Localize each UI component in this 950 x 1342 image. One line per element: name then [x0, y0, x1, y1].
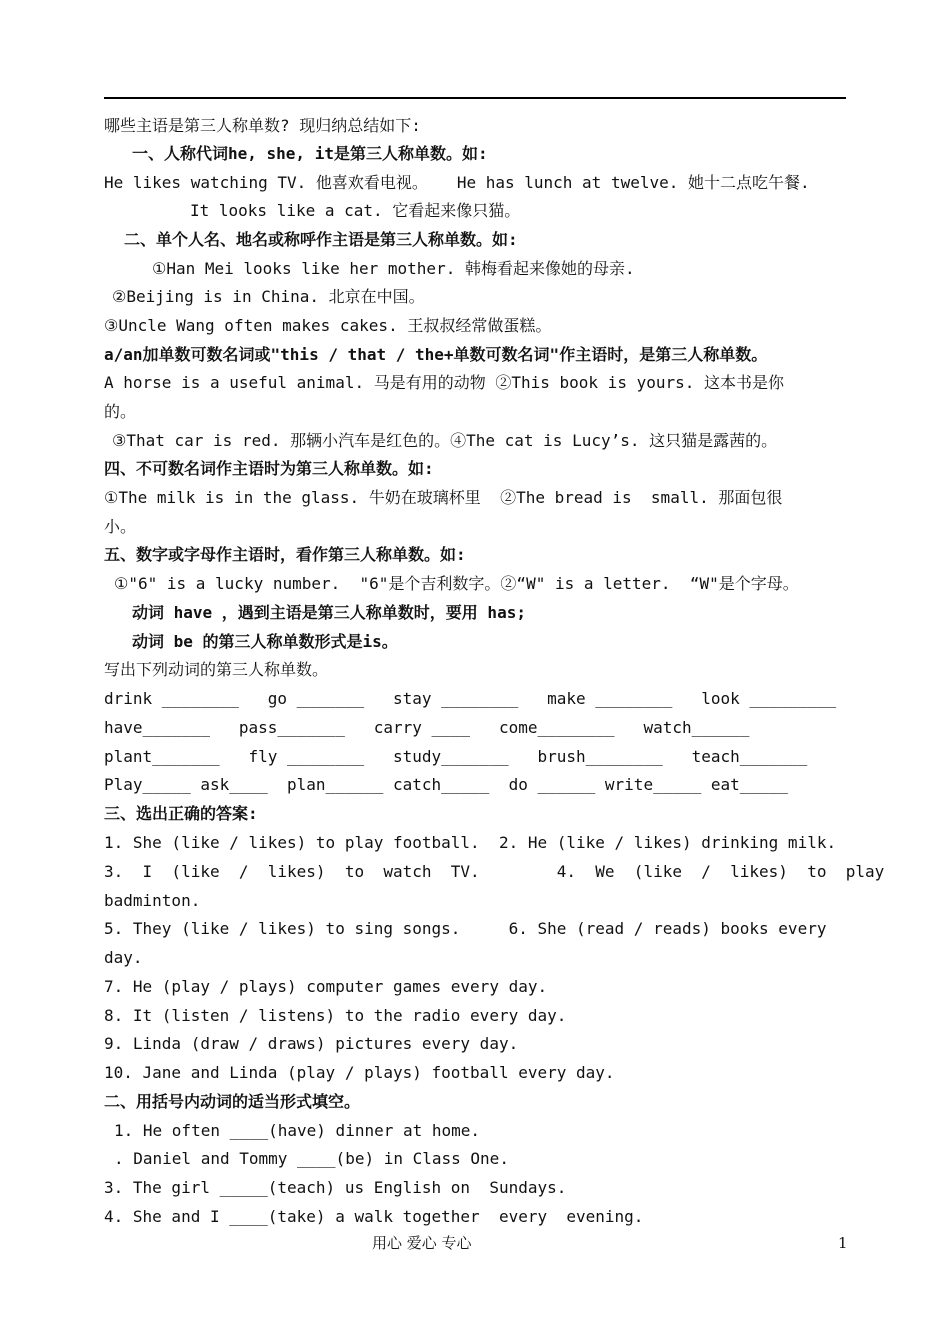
text-line: 1. She (like / likes) to play football. 2. He (like / likes) drinking milk.	[104, 833, 837, 852]
text-line: 动词 have ，遇到主语是第三人称单数时，要用 has;	[132, 603, 526, 622]
text-line: 哪些主语是第三人称单数? 现归纳总结如下:	[104, 116, 421, 135]
text-line: 三、选出正确的答案:	[104, 804, 258, 823]
text-line: 8. It (listen / listens) to the radio every day.	[104, 1006, 567, 1025]
text-line: 3. The girl _____(teach) us English on Sundays.	[104, 1178, 567, 1197]
text-line: 3. I (like / likes) to watch TV. 4. We (like / likes) to play	[104, 862, 885, 881]
text-line: have_______ pass_______ carry ____ come________ watch______	[104, 718, 750, 737]
text-line: A horse is a useful animal. 马是有用的动物 ②This book is yours. 这本书是你	[104, 373, 785, 392]
text-line: 一、人称代词he, she, it是第三人称单数。如:	[132, 144, 488, 163]
header-rule	[104, 97, 846, 99]
text-line: ③Uncle Wang often makes cakes. 王叔叔经常做蛋糕。	[104, 316, 552, 335]
text-line: 10. Jane and Linda (play / plays) football every day.	[104, 1063, 615, 1082]
text-line: 4. She and I ____(take) a walk together every evening.	[104, 1207, 644, 1226]
text-line: badminton.	[104, 891, 201, 910]
text-line: 小。	[104, 517, 137, 536]
text-line: . Daniel and Tommy ____(be) in Class One.	[114, 1149, 509, 1168]
text-line: ①"6" is a lucky number. "6"是个吉利数字。②“W" is a letter. “W"是个字母。	[114, 574, 799, 593]
text-line: 五、数字或字母作主语时，看作第三人称单数。如:	[104, 545, 466, 564]
text-line: 二、用括号内动词的适当形式填空。	[104, 1092, 361, 1111]
text-line: ③That car is red. 那辆小汽车是红色的。④The cat is Lucy’s. 这只猫是露茜的。	[112, 431, 778, 450]
text-line: plant_______ fly ________ study_______ brush________ teach_______	[104, 747, 808, 766]
text-line: 9. Linda (draw / draws) pictures every day.	[104, 1034, 519, 1053]
text-line: 7. He (play / plays) computer games every day.	[104, 977, 548, 996]
text-line: 写出下列动词的第三人称单数。	[104, 660, 329, 679]
page-number: 1	[838, 1234, 848, 1252]
text-line: He likes watching TV. 他喜欢看电视。 He has lunch at twelve. 她十二点吃午餐.	[104, 173, 810, 192]
text-line: 动词 be 的第三人称单数形式是is。	[132, 632, 398, 651]
text-line: It looks like a cat. 它看起来像只猫。	[190, 201, 521, 220]
footer-text: 用心 爱心 专心	[372, 1234, 472, 1252]
text-line: ①Han Mei looks like her mother. 韩梅看起来像她的母亲.	[152, 259, 635, 278]
text-line: day.	[104, 948, 143, 967]
text-line: 1. He often ____(have) dinner at home.	[114, 1121, 481, 1140]
text-line: 二、单个人名、地名或称呼作主语是第三人称单数。如:	[124, 230, 518, 249]
text-line: ①The milk is in the glass. 牛奶在玻璃杯里 ②The bread is small. 那面包很	[104, 488, 783, 507]
text-line: a/an加单数可数名词或"this / that / the+单数可数名词"作主语时，是第三人称单数。	[104, 345, 768, 364]
text-line: 四、不可数名词作主语时为第三人称单数。如:	[104, 459, 434, 478]
text-line: 的。	[104, 402, 137, 421]
text-line: 5. They (like / likes) to sing songs. 6. She (read / reads) books every	[104, 919, 827, 938]
text-line: Play_____ ask____ plan______ catch_____ do ______ write_____ eat_____	[104, 775, 788, 794]
text-line: drink ________ go _______ stay ________ make ________ look _________	[104, 689, 837, 708]
text-line: ②Beijing is in China. 北京在中国。	[112, 287, 425, 306]
